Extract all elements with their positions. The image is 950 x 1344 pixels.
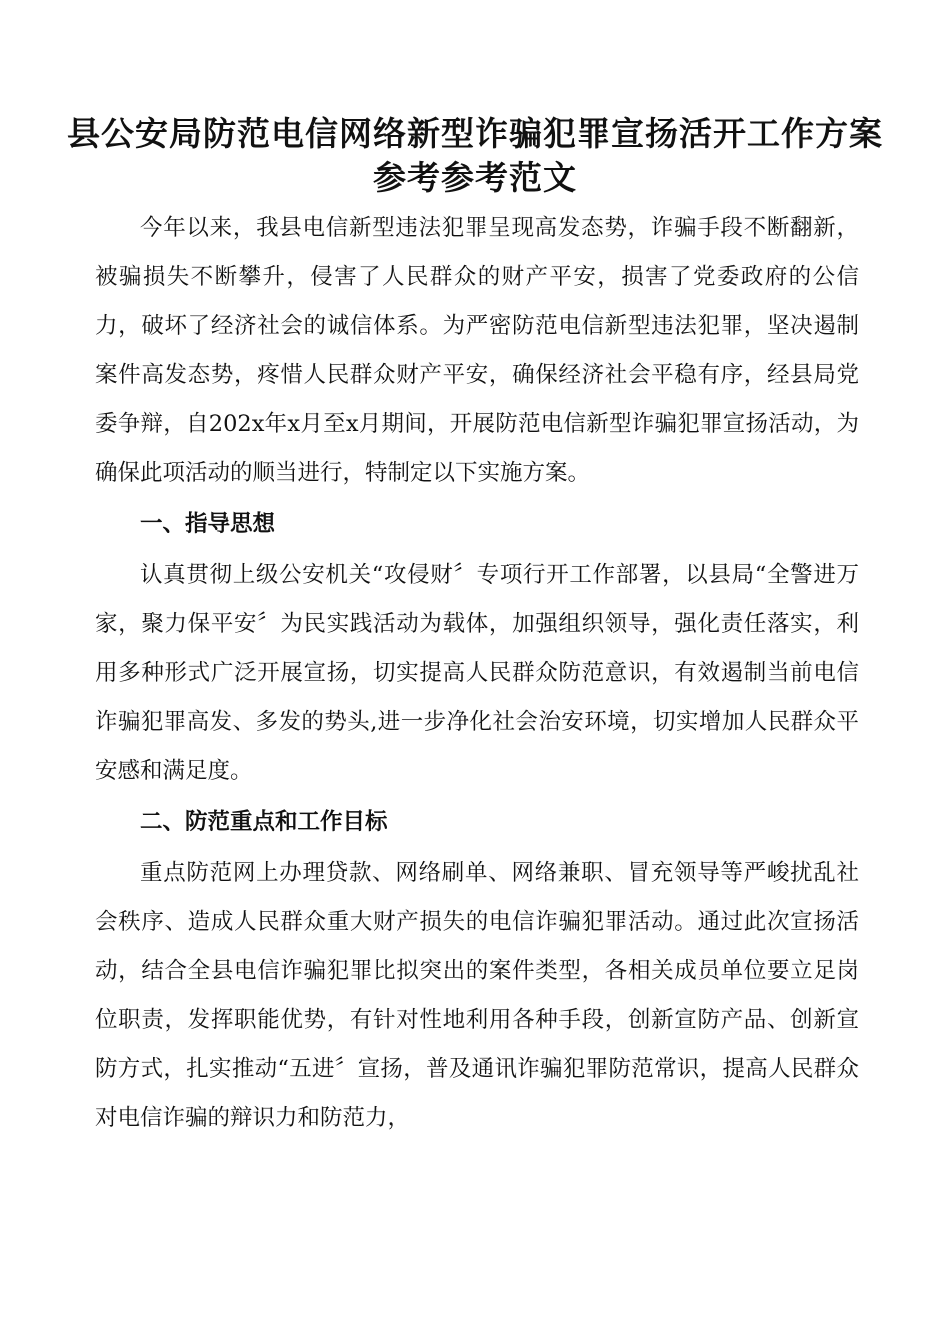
- section-2-paragraph: 重点防范网上办理贷款、网络刷单、网络兼职、冒充领导等严峻扰乱社会秩序、造成人民群众重大财产损失的电信诈骗犯罪活动。通过此次宣扬活动，结合全县电信诈骗犯罪比拟突出的案件类型，各相关成员单位要立足岗位职责，发挥职能优势，有针对性地利用各种手段，创新宣防产品、创新宣防方式，扎实推动“五进〞宣扬，普及通讯诈骗犯罪防范常识，提高人民群众对电信诈骗的辩识力和防范力，: [95, 860, 859, 1131]
- section-1-heading: 一、指导思想: [140, 511, 276, 537]
- section-1-paragraph: 认真贯彻上级公安机关“攻侵财〞专项行开工作部署，以县局“全警进万家，聚力保平安〞为民实践活动为载体，加强组织领导，强化责任落实，利用多种形式广泛开展宣扬，切实提高人民群众防范意识，有效遏制当前电信诈骗犯罪高发、多发的势头,进一步净化社会治安环境，切实增加人民群众平安感和满足度。: [95, 562, 859, 784]
- document-body: [95, 204, 859, 1143]
- document-title: 县公安局防范电信网络新型诈骗犯罪宣扬活开工作方案参考参考范文: [67, 114, 883, 197]
- intro-paragraph: 今年以来，我县电信新型违法犯罪呈现高发态势，诈骗手段不断翻新，被骗损失不断攀升，侵害了人民群众的财产平安，损害了党委政府的公信力，破坏了经济社会的诚信体系。为严密防范电信新型违法犯罪，坚决遏制案件高发态势，疼惜人民群众财产平安，确保经济社会平稳有序，经县局党委争辩，自202x年x月至x月期间，开展防范电信新型诈骗犯罪宣扬活动，为确保此项活动的顺当进行，特制定以下实施方案。: [95, 215, 859, 486]
- section-2-heading: 二、防范重点和工作目标: [140, 809, 388, 835]
